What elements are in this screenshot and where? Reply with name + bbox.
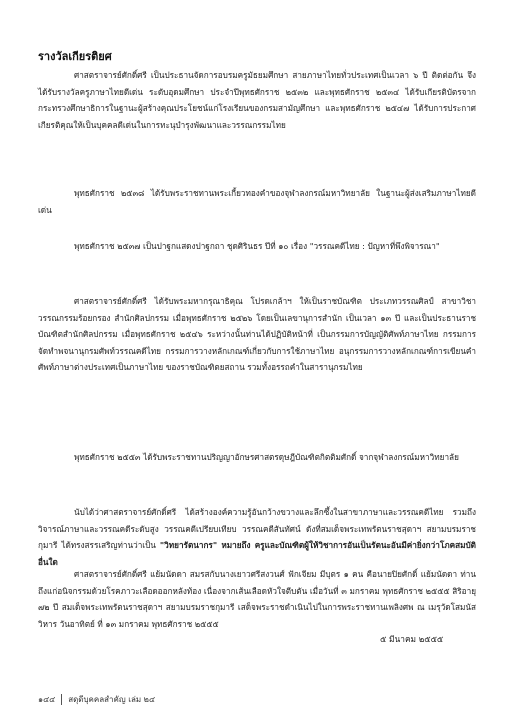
tribute-bold-text: "วิทยารัตนากร" หมายถึง ครูและบัณฑิตผู้ให้วิชาการอันเป็นรัตนะอันมีค่ายิ่งกว่าโภคสมบัติอื่นใด [38, 540, 476, 567]
section-heading: รางวัลเกียรติยศ [38, 50, 112, 63]
footer-divider [61, 694, 62, 705]
book-title: สดุดีบุคคลสำคัญ เล่ม ๒๔ [68, 695, 156, 704]
paragraph-family-passing: ศาสตราจารย์ศักดิ์ศรี แย้มนัดดา สมรสกับนางเยาวศรีสงวนศ์ ฟักเจียม มีบุตร ๑ คน คือนายปิยศักดิ์ แย้มนัดดา ท่านถึงแก่อนิจกรรมด้วยโรคภาวะเลือดออกหลังท้อง เนื่องจากเส้นเลือดหัวใจตีบตัน เมื่อวันที่ ๓ มกราคม พุทธศักราช ๒๕๕๕ สิริอายุ ๗๒ ปี สมเด็จพระเทพรัตนราชสุดาฯ สยามบรมราชกุมารี เสด็จพระราชดำเนินไปในการพระราชทานเพลิงศพ ณ เมรุวัดโสมนัสวิหาร วันอาทิตย์ ที่ ๑๓ มกราคม พุทธศักราช ๒๕๕๕ [38, 569, 476, 629]
paragraph-honorary-degree: พุทธศักราช ๒๕๕๓ ได้รับพระราชทานปริญญาอักษรศาสตรดุษฎีบัณฑิตกิตติมศักดิ์ จากจุฬาลงกรณ์มหาวิทยาลัย [74, 452, 459, 462]
page-number: ๑๔๔ [38, 695, 56, 704]
paragraph-lecture: พุทธศักราช ๒๕๓๗ เป็นปาฐกแสดงปาฐกถา ชุดศิรินธร ปีที่ ๑๐ เรื่อง "วรรณคดีไทย : ปัญหาที่พึงพิจารณา" [74, 241, 440, 251]
page-footer [38, 693, 155, 706]
document-date: ๕ มีนาคม ๒๕๕๕ [380, 634, 444, 644]
paragraph-royal-institute: ศาสตราจารย์ศักดิ์ศรี ได้รับพระมหากรุณาธิคุณ โปรดเกล้าฯ ให้เป็นราชบัณฑิต ประเภทวรรณศิลป์ สาขาวิชาวรรณกรรมร้อยกรอง สำนักศิลปกรรม เมื่อพุทธศักราช ๒๕๒๖ โดยเป็นเลขานุการสำนัก เป็นเวลา ๑๓ ปี และเป็นประธานราชบัณฑิตสำนักศิลปกรรม เมื่อพุทธศักราช ๒๕๔๖ ระหว่างนั้นท่านได้ปฏิบัติหน้าที่ เป็นกรรมการบัญญัติศัพท์ภาษาไทย กรรมการจัดทำพจนานุกรมศัพท์วรรณคดีไทย กรรมการวางหลักเกณฑ์เกี่ยวกับการใช้ภาษาไทย อนุกรรมการวางหลักเกณฑ์การเขียนคำศัพท์ภาษาต่างประเทศเป็นภาษาไทย ของราชบัณฑิตยสถาน รวมทั้งอรรถคำในสารานุกรมไทย [38, 296, 476, 373]
tribute-text: นับได้ว่าศาสตราจารย์ศักดิ์ศรี ได้สร้างองค์ความรู้อันกว้างขวางและลึกซึ้งในสาขาภาษาและวรรณคดีไทย รวมถึงวิจารณ์ภาษาและวรรณคดีระดับสูง วรรณคดีเปรียบเทียบ วรรณคดีสันทัศน์ ดังที่สมเด็จพระเทพรัตนราชสุดาฯ สยามบรมราชกุมารี ได้ทรงสรรเสริญท่านว่าเป็น [38, 507, 476, 551]
paragraph-award-teaching: ศาสตราจารย์ศักดิ์ศรี เป็นประธานจัดการอบรมครูมัธยมศึกษา สายภาษาไทยทั่วประเทศเป็นเวลา ๖ ปี ติดต่อกัน จึงได้รับรางวัลครูภาษาไทยดีเด่น ระดับอุดมศึกษา ประจำปีพุทธศักราช ๒๕๓๒ และพุทธศักราช ๒๕๓๔ ได้รับเกียรติบัตรจากกระทรวงศึกษาธิการในฐานะผู้สร้างคุณประโยชน์แก่โรงเรียนของกรมสามัญศึกษา และพุทธศักราช ๒๕๔๗ ได้รับการประกาศเกียรติคุณให้เป็นบุคคลดีเด่นในการทะนุบำรุงพัฒนาและวรรณกรรมไทย [38, 70, 476, 130]
paragraph-tribute [38, 504, 476, 570]
paragraph-golden-award: พุทธศักราช ๒๕๓๘ ได้รับพระราชทานพระเกี้ยวทองคำของจุฬาลงกรณ์มหาวิทยาลัย ในฐานะผู้ส่งเสริมภาษาไทยดีเด่น [38, 188, 476, 215]
